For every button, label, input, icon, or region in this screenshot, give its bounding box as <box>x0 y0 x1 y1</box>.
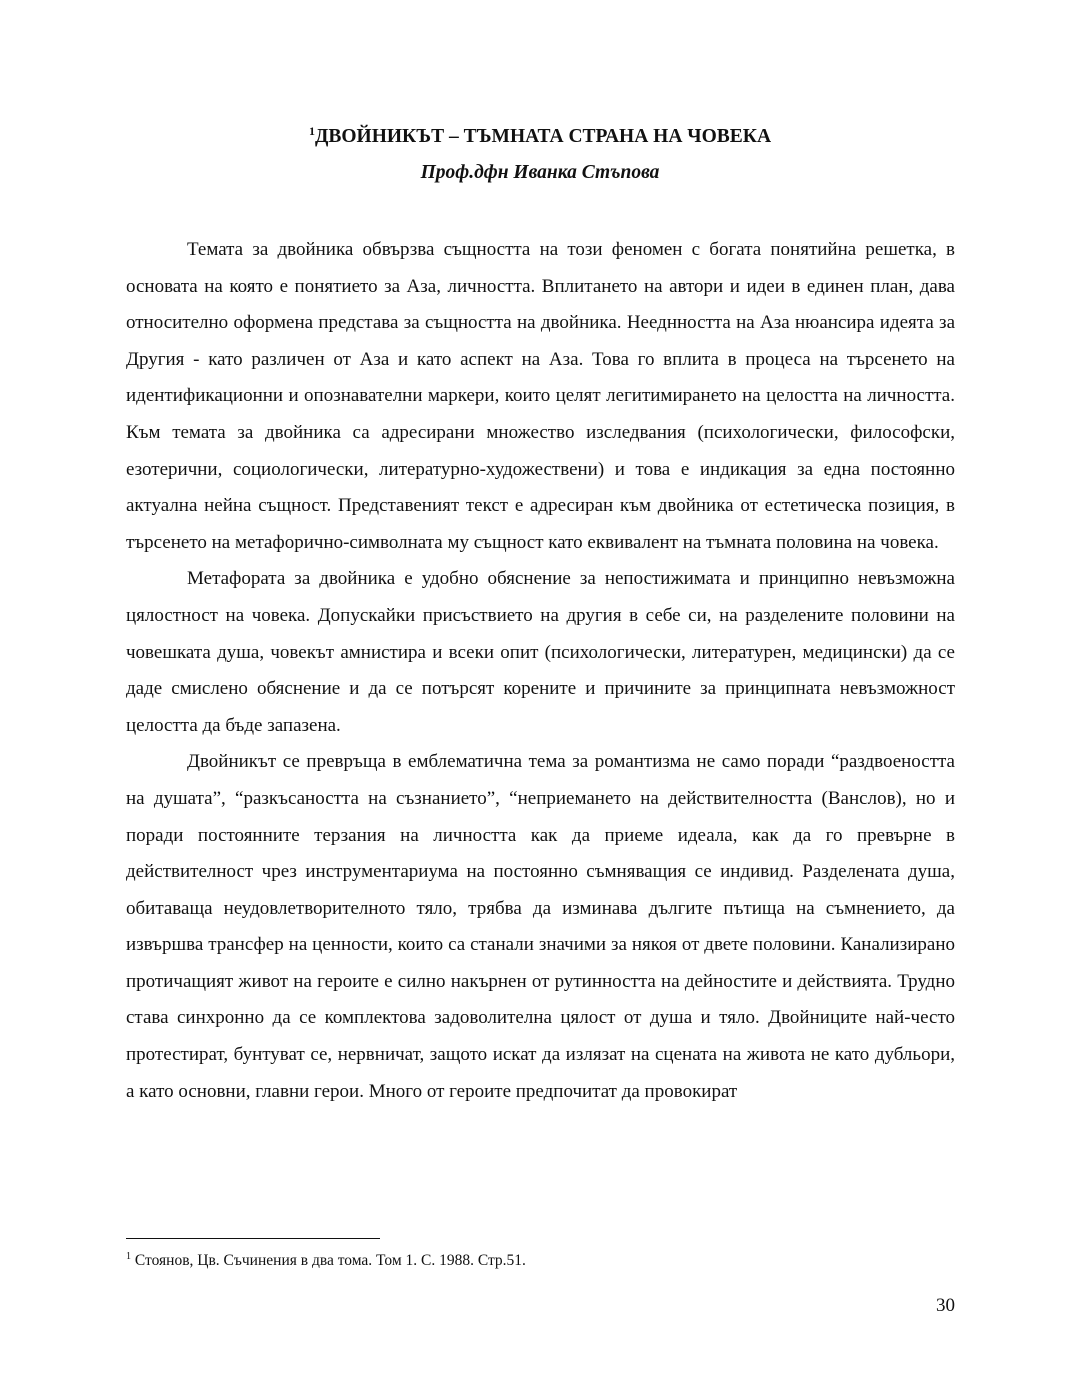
article-title <box>0 124 1080 150</box>
title-footnote-mark: 1 <box>308 124 315 138</box>
article-body <box>126 232 955 1110</box>
article-title-text: ДВОЙНИКЪТ – ТЪМНАТА СТРАНА НА ЧОВЕКА <box>314 126 772 147</box>
page-number: 30 <box>936 1295 955 1316</box>
footnote-text: Стоянов, Цв. Съчинения в два тома. Том 1. С. 1988. Стр.51. <box>131 1252 526 1269</box>
footnote <box>126 1250 955 1272</box>
article-author: Проф.дфн Иванка Стъпова <box>420 162 660 183</box>
footnote-separator <box>126 1238 380 1239</box>
footnote-mark: 1 <box>126 1251 131 1262</box>
body-paragraph-1: Темата за двойника обвързва същността на този феномен с богата понятийна решетка, в основата на която е понятието за Аза, личността. Вплитането на автори и идеи в единен план, дава относително оформена представа за същността на двойника. Нееднността на Аза нюансира идеята за Другия - като различен от Аза и като аспект на Аза. Това го вплита в процеса на търсенето на идентификационни и опознавателни маркери, които целят легитимирането на целостта на личността. Към темата за двойника са адресирани множество изследвания (психологически, философски, езотерични, социологически, литературно-художествени) и това е индикация за една постоянно актуална нейна същност. Представеният текст е адресиран към двойника от естетическа позиция, в търсенето на метафорично-символната му същност като еквивалент на тъмната половина на човека. <box>126 239 955 553</box>
body-paragraph-2: Метафората за двойника е удобно обяснение за непостижимата и принципно невъзможна цялостност на човека. Допускайки присъствието на другия в себе си, на разделените половини на човешката душа, човекът амнистира и всеки опит (психологически, литературен, медицински) да се даде смислено обяснение и да се потърсят корените и причините за принципната невъзможност целостта да бъде запазена. <box>126 568 955 736</box>
body-paragraph-3: Двойникът се превръща в емблематична тема за романтизма не само поради “раздвоеността на душата”, “разкъсаността на съзнанието”, “неприемането на действителността (Ванслов), но и поради постоянните терзания на личността как да приеме идеала, как да го превърне в действителност чрез инструментариума на постоянно съмняващия се индивид. Разделената душа, обитаваща неудовлетворителното тяло, трябва да изминава дългите пътища на съмнението, да извършва трансфер на ценности, които са станали значими за някоя от двете половини. Канализирано протичащият живот на героите е силно накърнен от рутинността на дейностите и действията. Трудно става синхронно да се комплектова задоволителна цялост от душа и тяло. Двойниците най-често протестират, бунтуват се, нервничат, защото искат да излязат на сцената на живота не като дубльори, а като основни, главни герои. Много от героите предпочитат да провокират <box>126 751 955 1102</box>
